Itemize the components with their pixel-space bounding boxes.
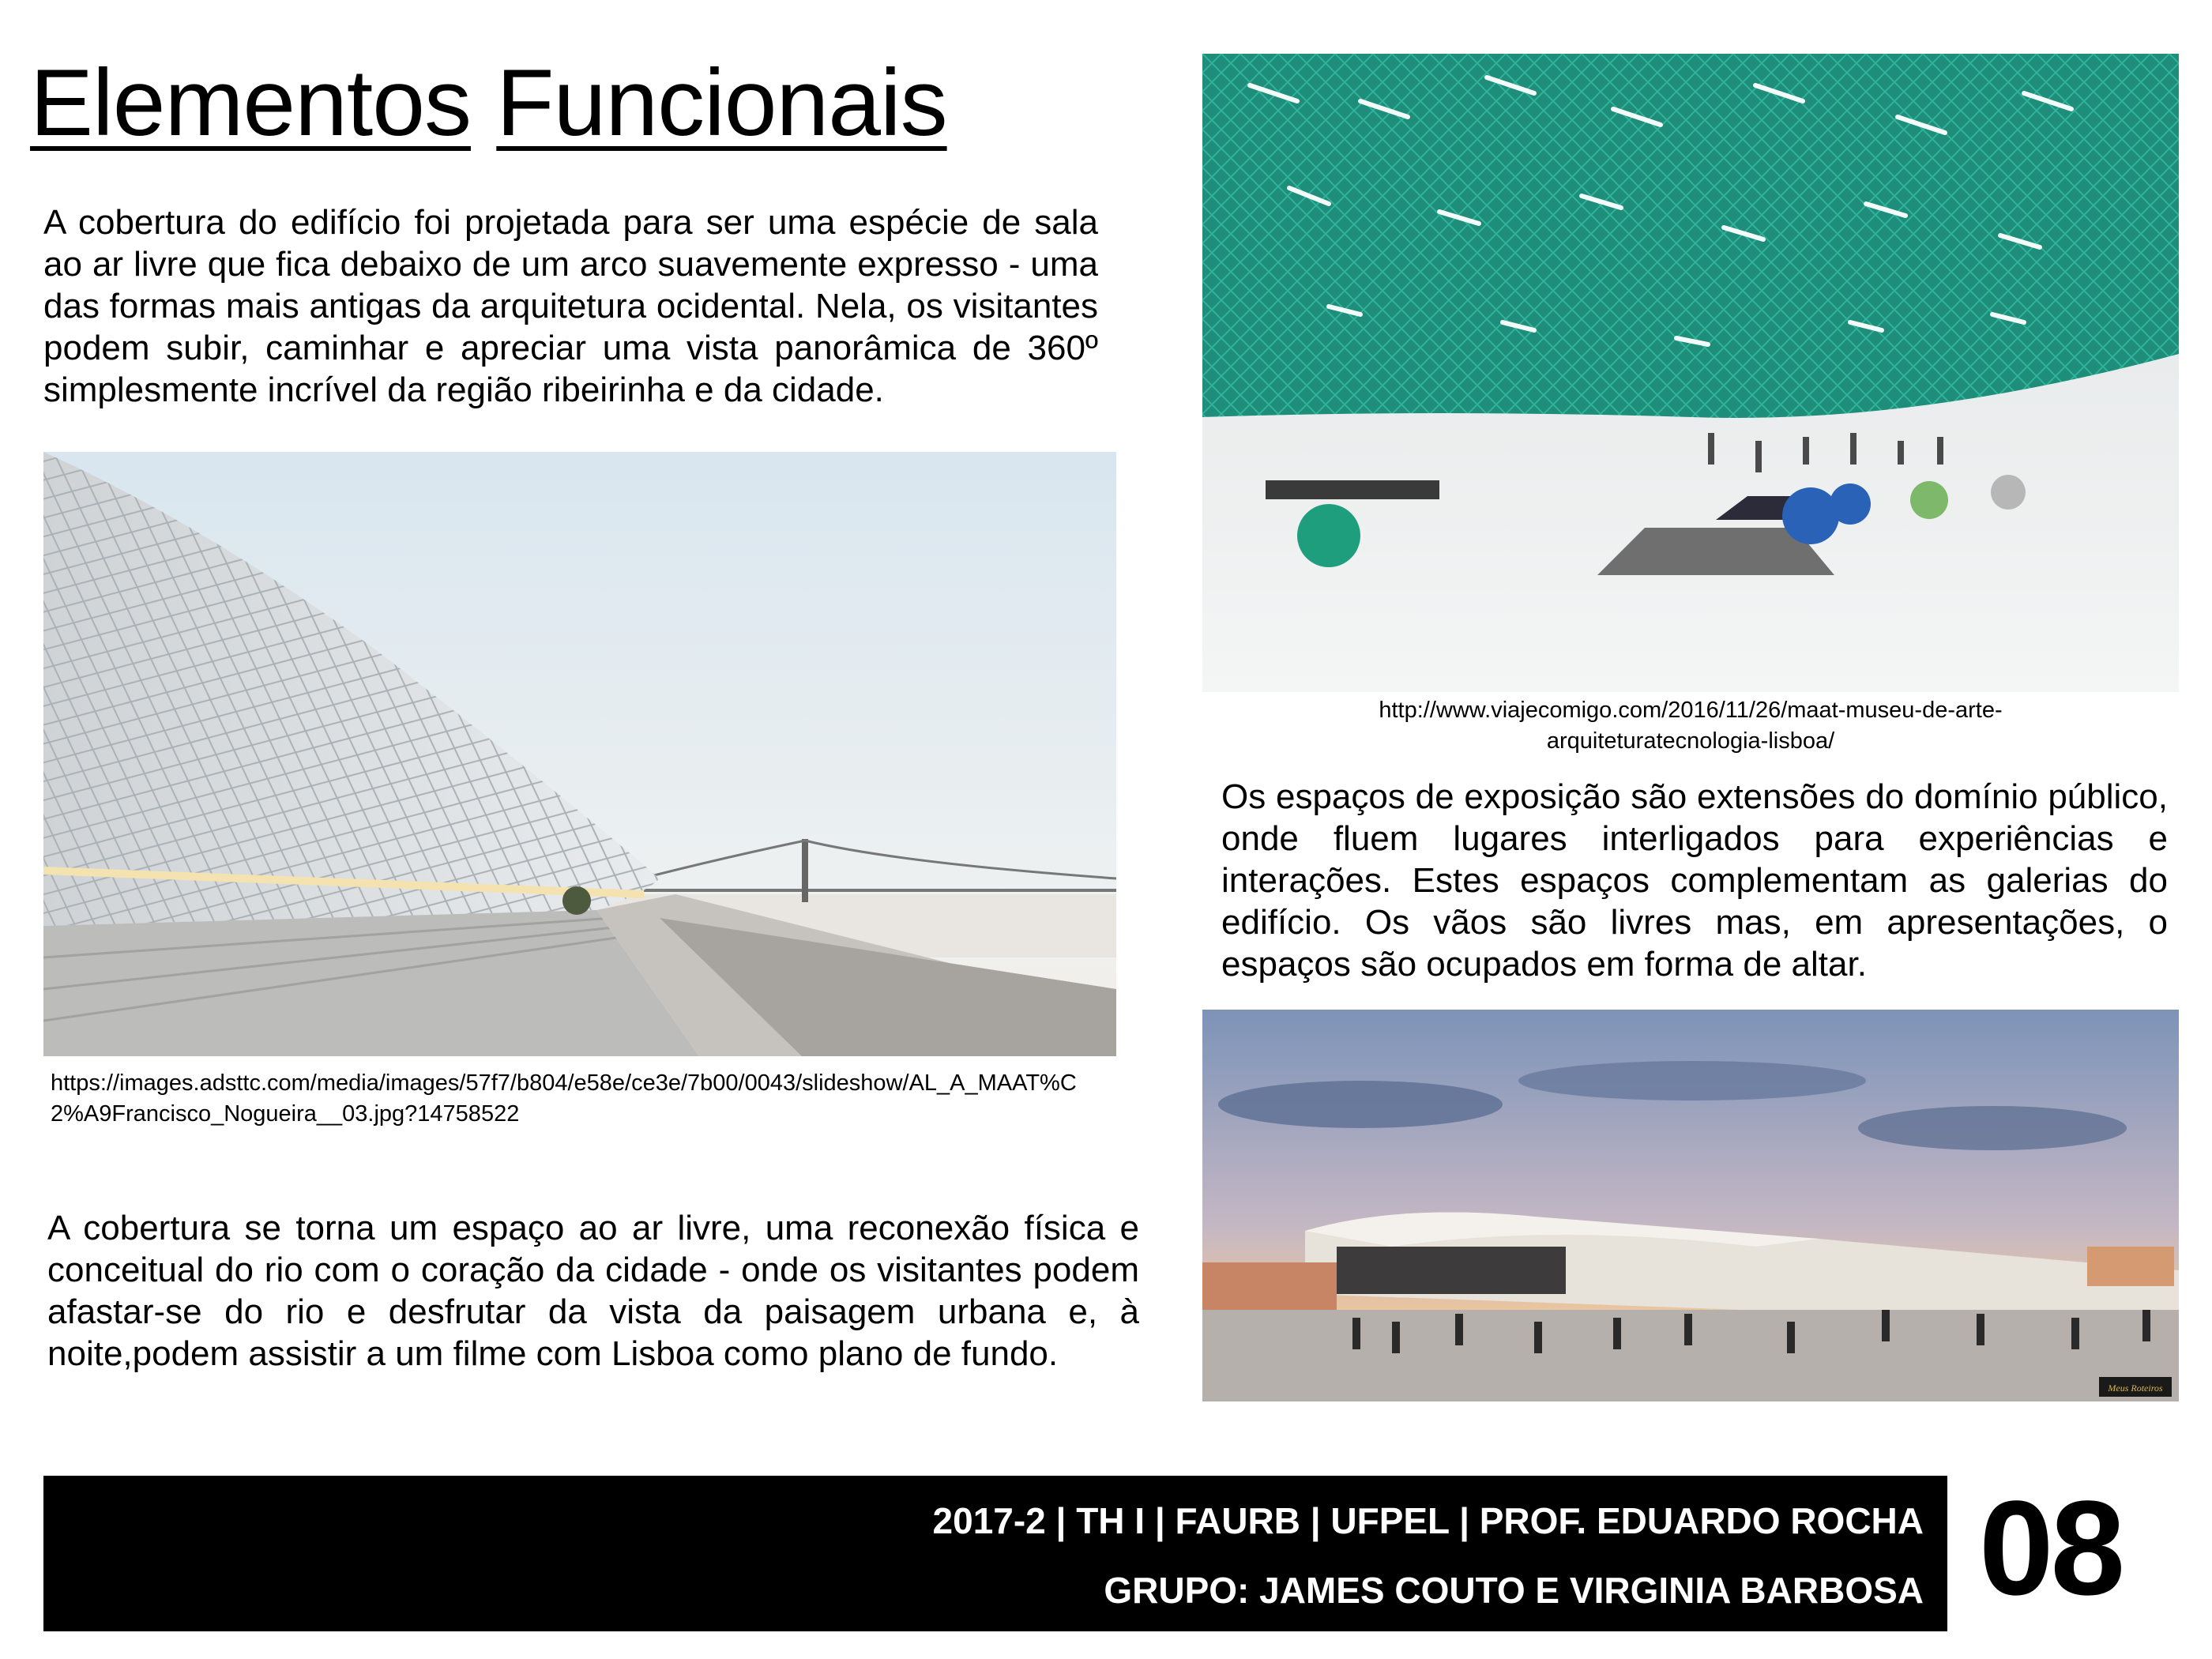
page-title [30,50,947,156]
caption-line-1: http://www.viajecomigo.com/2016/11/26/maat-museu-de-arte- [1379,698,2003,723]
title-word-1: Elementos [30,50,471,156]
footer-bar [43,1476,1947,1631]
maat-facade-photo [43,452,1116,1056]
intro-paragraph: A cobertura do edifício foi projetada para ser uma espécie de sala ao ar livre que fica debaixo de um arco suavemente expresso - uma das formas mais antigas da arquitetura ocidental. Nela, os visitantes podem subir, caminhar e apreciar uma vista panorâmica de 360º simplesmente incrível da região ribeirinha e da cidade. [43,203,1098,409]
left-photo-caption: https://images.adsttc.com/media/images/57f7/b804/e58e/ce3e/7b00/0043/slideshow/AL_A_MAAT%C2%A9Francisco_Nogueira__03.jpg?14758522 [51,1070,1077,1127]
footer-course-line: 2017-2 | TH I | FAURB | UFPEL | PROF. EDUARDO ROCHA [932,1500,1924,1541]
caption-line-2: arquiteturatecnologia-lisboa/ [1546,728,1835,754]
top-right-photo-caption [1202,695,2179,757]
maat-interior-photo [1202,54,2179,692]
page-number: 08 [1979,1473,2123,1623]
maat-roof-dusk-photo [1202,1010,2179,1401]
title-word-2: Funcionais [496,50,947,156]
watermark-logo: Meus Roteiros [2108,1382,2163,1394]
bottom-left-paragraph: A cobertura se torna um espaço ao ar livre, uma reconexão física e conceitual do rio com o coração da cidade - onde os visitantes podem afastar-se do rio e desfrutar da vista da paisagem urbana e, à noite,podem assistir a um filme com Lisboa como plano de fundo. [47,1209,1139,1373]
right-paragraph: Os espaços de exposição são extensões do domínio público, onde fluem lugares interligados para experiências e interações. Estes espaços complementam as galerias do edifício. Os vãos são livres mas, em apresentações, o espaços são ocupados em forma de altar. [1221,777,2168,984]
footer-group-line: GRUPO: JAMES COUTO E VIRGINIA BARBOSA [1104,1570,1924,1611]
